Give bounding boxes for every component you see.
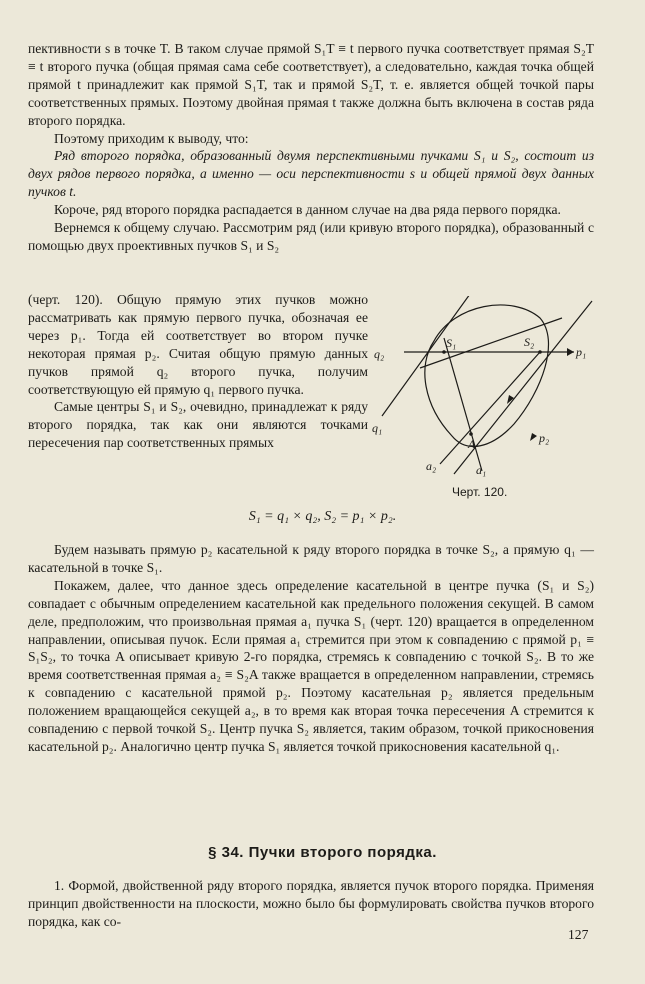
paragraph: 1. Формой, двойственной ряду второго порядка, является пучок второго порядка. Применяя принцип двойственности на плоскости, можно было бы формулировать свойства пучков второго порядка, как со- <box>28 878 594 929</box>
paragraph: Поэтому приходим к выводу, что: <box>54 130 249 146</box>
label-q1: q₁ <box>372 421 383 435</box>
text-block-middle <box>28 541 594 756</box>
figure-caption: Черт. 120. <box>452 485 508 499</box>
paragraph: пективности s в точке T. В таком случае прямой S₁T ≡ t первого пучка соответствует прямая S₂T ≡ t второго пучка (общая прямая сама себе соответствует), а следовательно, каждая точка общей прямой t принадлежит как прямой S₁T, так и прямой S₂T, т. е. является общей точкой пары соответственных прямых. Поэтому двойная прямая t также должна быть включена в состав ряда второго порядка. <box>28 41 594 128</box>
line-q1 <box>382 296 470 416</box>
figure-120-diagram <box>362 296 607 486</box>
paragraph: (черт. 120). Общую прямую этих пучков можно рассматривать как прямую первого пучка, обозначая ее через p₁. Тогда ей соответствует во втором пучке некоторая прямая p₂. Считая общую прямую данных пучков прямой q₂ второго пучка, получим соответствующую ей прямую q₁ первого пучка. <box>28 292 368 397</box>
text-block-bottom <box>28 877 594 931</box>
line-q2 <box>420 318 562 368</box>
label-a1: a₁ <box>476 463 487 477</box>
label-p2: p₂ <box>539 431 550 445</box>
text-block-beside-figure <box>28 291 368 452</box>
label-S1: S₁ <box>446 336 457 350</box>
paragraph: Самые центры S₁ и S₂, очевидно, принадлежат к ряду второго порядка, так как они являются точками пересечения пар соответственных прямых <box>28 399 368 451</box>
paragraph: Короче, ряд второго порядка распадается в данном случае на два ряда первого порядка. <box>54 202 561 218</box>
formula: S₁ = q₁ × q₂, S₂ = p₁ × p₂. <box>248 509 397 524</box>
paragraph: Вернемся к общему случаю. Рассмотрим ряд (или кривую второго порядка), образованный с помощью двух проективных пучков S₁ и S₂ <box>28 220 594 253</box>
line-a1 <box>444 338 482 471</box>
label-S2: S₂ <box>524 335 535 349</box>
paragraph: Покажем, далее, что данное здесь определение касательной в центре пучка (S₁ и S₂) совпадает с обычным определением касательной как предельного положения секущей. В самом деле, предположим, что произвольная прямая a₁ пучка S₁ (черт. 120) вращается в определенном направлении, описывая пучок. Если прямая a₁ стремится при этом к совпадению с прямой p₁ ≡ S₁S₂, то точка A описывает кривую 2-го порядка, стремясь к совпадению с точкой S₂. В то же время соответственная прямая a₂ ≡ S₂A также вращается в определенном направлении, стремясь к совпадению с касательной прямой p₂. Поэтому касательная p₂ является предельным положением вращающейся секущей a₂, в то время как вторая точка пересечения A стремится к совпадению с первой точкой S₂. Центр пучка S₂ является, таким образом, точкой прикосновения касательной p₂. Аналогично центр пучка S₁ является точкой прикосновения касательной q₁. <box>28 577 594 754</box>
label-p1: p₁ <box>576 345 587 359</box>
paragraph: Будем называть прямую p₂ касательной к ряду второго порядка в точке S₂, а прямую q₁ — касательной в точке S₁. <box>28 542 594 575</box>
text-block-top <box>28 40 594 255</box>
theorem-statement: Ряд второго порядка, образованный двумя перспективными пучками S₁ и S₂, состоит из двух рядов первого порядка, а именно — оси перспективности s и общей прямой двух данных пучков t. <box>28 148 594 200</box>
second-order-curve <box>425 305 549 446</box>
label-q2: q₂ <box>374 347 385 361</box>
label-A: A <box>468 437 476 451</box>
label-a2: a₂ <box>426 459 437 473</box>
page-number: 127 <box>568 927 589 942</box>
line-a2 <box>440 352 540 464</box>
section-heading: § 34. Пучки второго порядка. <box>208 844 437 861</box>
